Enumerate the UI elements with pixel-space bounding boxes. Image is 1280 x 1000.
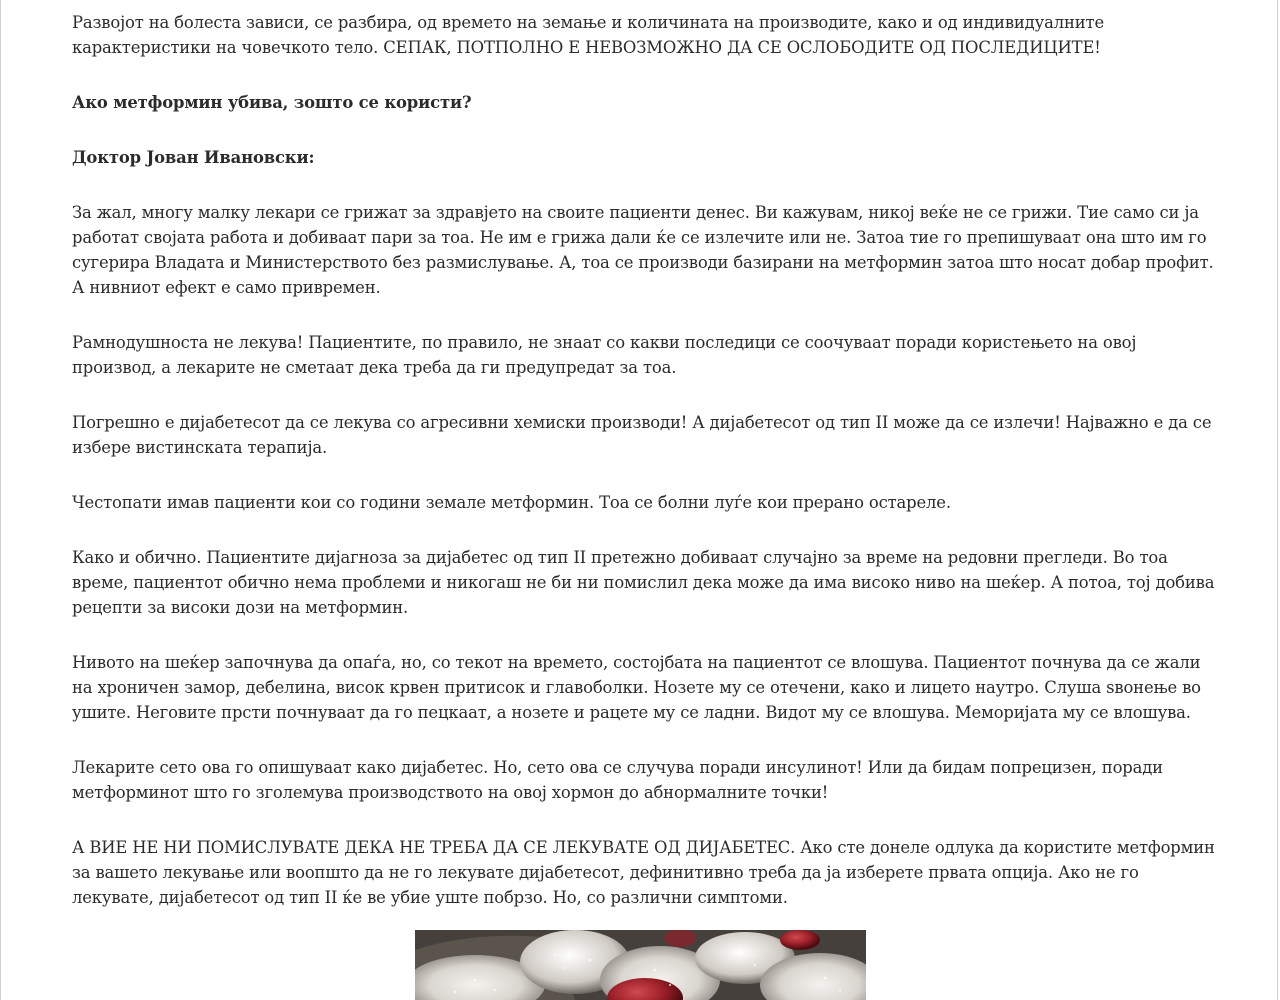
article-body bbox=[72, 10, 1217, 940]
article-paragraph: За жал, многу малку лекари се грижат за здравјето на своите пациенти денес. Ви кажувам, никој веќе не се грижи. Тие само си ја работат својата работа и добиваат пари за тоа. Не им е грижа дали ќе се излечите или не. Затоа тие го препишуваат она што им го сугерира Владата и Министерството без размислување. А, тоа се производи базирани на метформин затоа што носат добар профит. А нивниот ефект е само привремен. bbox=[72, 203, 1214, 297]
article-paragraph: Честопати имав пациенти кои со години земале метформин. Тоа се болни луѓе кои прерано остареле. bbox=[72, 493, 951, 512]
article-paragraph: А ВИЕ НЕ НИ ПОМИСЛУВАТЕ ДЕКА НЕ ТРЕБА ДА СЕ ЛЕКУВАТЕ ОД ДИЈАБЕТЕС. Ако сте донеле одлука да користите метформин за вашето лекување или воопшто да не го лекувате дијабетесот, дефинитивно треба да ја изберете првата опција. Ако не го лекувате, дијабетесот од тип II ќе ве убие уште побрзо. Но, со различни симптоми. bbox=[72, 838, 1215, 907]
article-paragraph: Нивото на шеќер започнува да опаѓа, но, со текот на времето, состојбата на пациентот се влошува. Пациентот почнува да се жали на хроничен замор, дебелина, висок крвен притисок и главоболки. Нозете му се отечени, како и лицето наутро. Слуша ѕвонење во ушите. Неговите прсти почнуваат да го пецкаат, а нозете и рацете му се ладни. Видот му се влошува. Меморијата му се влошува. bbox=[72, 653, 1201, 722]
article-subheading: Ако метформин убива, зошто се користи? bbox=[72, 93, 472, 112]
article-image bbox=[415, 930, 866, 1000]
article-paragraph: Рамнодушноста не лекува! Пациентите, по правило, не знаат со какви последици се соочуваат поради користењето на овој производ, а лекарите не сметаат дека треба да ги предупредат за тоа. bbox=[72, 333, 1137, 377]
article-paragraph: Развојот на болеста зависи, се разбира, од времето на земање и количината на производите, како и од индивидуалните карактеристики на човечкото тело. СЕПАК, ПОТПОЛНО Е НЕВОЗМОЖНО ДА СЕ ОСЛОБОДИТЕ ОД ПОСЛЕДИЦИТЕ! bbox=[72, 13, 1105, 57]
article-image-illustration bbox=[415, 930, 866, 1000]
article-paragraph: Лекарите сето ова го опишуваат како дијабетес. Но, сето ова се случува поради инсулинот! Или да бидам попрецизен, поради метформинот што го зголемува производството на овој хормон до абнормалните точки! bbox=[72, 758, 1163, 802]
article-paragraph: Како и обично. Пациентите дијагноза за дијабетес од тип II претежно добиваат случајно за време на редовни прегледи. Во тоа време, пациентот обично нема проблеми и никогаш не би ни помислил дека може да има високо ниво на шеќер. А потоа, тој добива рецепти за високи дози на метформин. bbox=[72, 548, 1215, 617]
article-paragraph: Погрешно е дијабетесот да се лекува со агресивни хемиски производи! А дијабетесот од тип II може да се излечи! Најважно е да се избере вистинската терапија. bbox=[72, 413, 1212, 457]
article-author-line: Доктор Јован Ивановски: bbox=[72, 148, 315, 167]
